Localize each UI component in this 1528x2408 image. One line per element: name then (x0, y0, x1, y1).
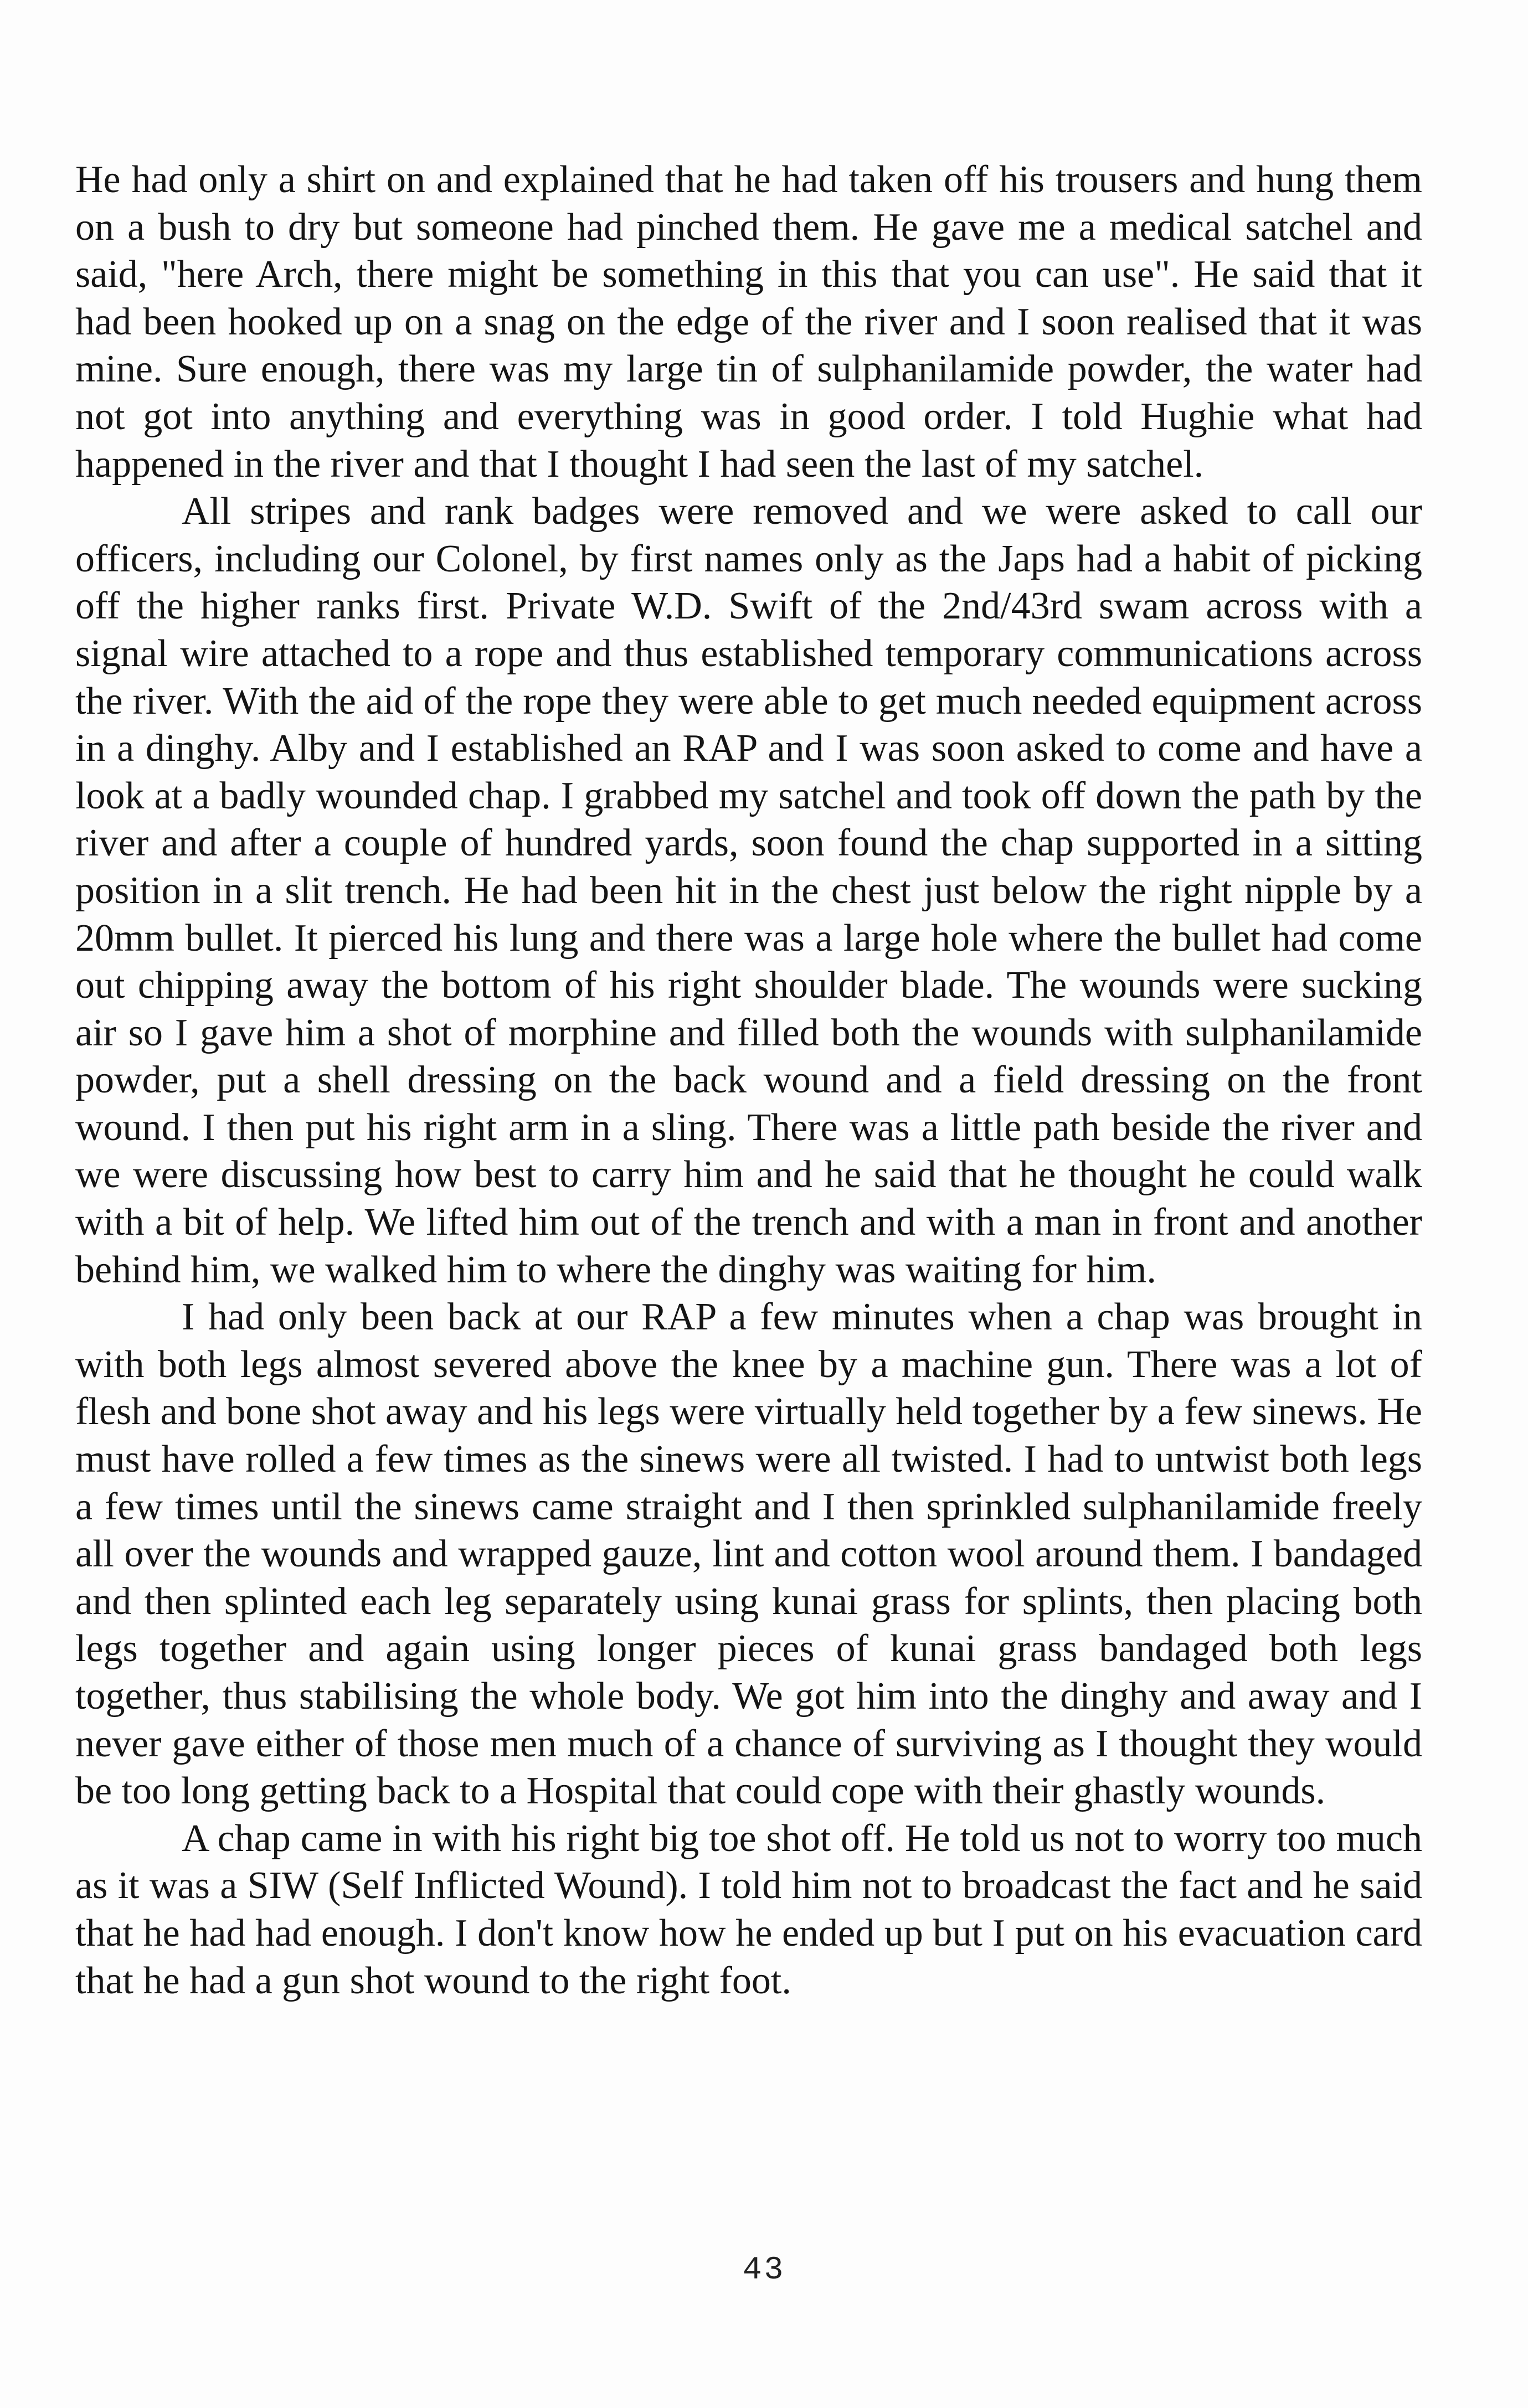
paragraph-3: I had only been back at our RAP a few minutes when a chap was brought in with both legs almost severed above the knee by a machine gun. There was a lot of flesh and bone shot away and his legs were virtually held together by a few sinews. He must have rolled a few times as the sinews were all twisted. I had to untwist both legs a few times until the sinews came straight and I then sprinkled sulphanilamide freely all over the wounds and wrapped gauze, lint and cotton wool around them. I bandaged and then splinted each leg separately using kunai grass for splints, then placing both legs together and again using longer pieces of kunai grass bandaged both legs together, thus stabilising the whole body. We got him into the dinghy and away and I never gave either of those men much of a chance of surviving as I thought they would be too long getting back to a Hospital that could cope with their ghastly wounds. (75, 1296, 1422, 1813)
paragraph-2: All stripes and rank badges were removed and we were asked to call our officers, including our Colonel, by first names only as the Japs had a habit of picking off the higher ranks first. Private W.D. Swift of the 2nd/43rd swam across with a signal wire attached to a rope and thus established temporary communications across the river. With the aid of the rope they were able to get much needed equipment across in a dinghy. Alby and I established an RAP and I was soon asked to come and have a look at a badly wounded chap. I grabbed my satchel and took off down the path by the river and after a couple of hundred yards, soon found the chap supported in a sitting position in a slit trench. He had been hit in the chest just below the right nipple by a 20mm bullet. It pierced his lung and there was a large hole where the bullet had come out chipping away the bottom of his right shoulder blade. The wounds were sucking air so I gave him a shot of morphine and filled both the wounds with sulphanilamide powder, put a shell dressing on the back wound and a field dressing on the front wound. I then put his right arm in a sling. There was a little path beside the river and we were discussing how best to carry him and he said that he thought he could walk with a bit of help. We lifted him out of the trench and with a man in front and another behind him, we walked him to where the dinghy was waiting for him. (75, 490, 1422, 1291)
paragraph-1: He had only a shirt on and explained that he had taken off his trousers and hung them on a bush to dry but someone had pinched them. He gave me a medical satchel and said, "here Arch, there might be something in this that you can use". He said that it had been hooked up on a snag on the edge of the river and I soon realised that it was mine. Sure enough, there was my large tin of sulphanilamide powder, the water had not got into anything and everything was in good order. I told Hughie what had happened in the river and that I thought I had seen the last of my satchel. (75, 158, 1422, 486)
body-text (75, 156, 1422, 2004)
page-number: 43 (742, 2252, 786, 2288)
paragraph-4: A chap came in with his right big toe shot off. He told us not to worry too much as it was a SIW (Self Inflicted Wound). I told him not to broadcast the fact and he said that he had had enough. I don't know how he ended up but I put on his evacuation card that he had a gun shot wound to the right foot. (75, 1817, 1422, 2002)
